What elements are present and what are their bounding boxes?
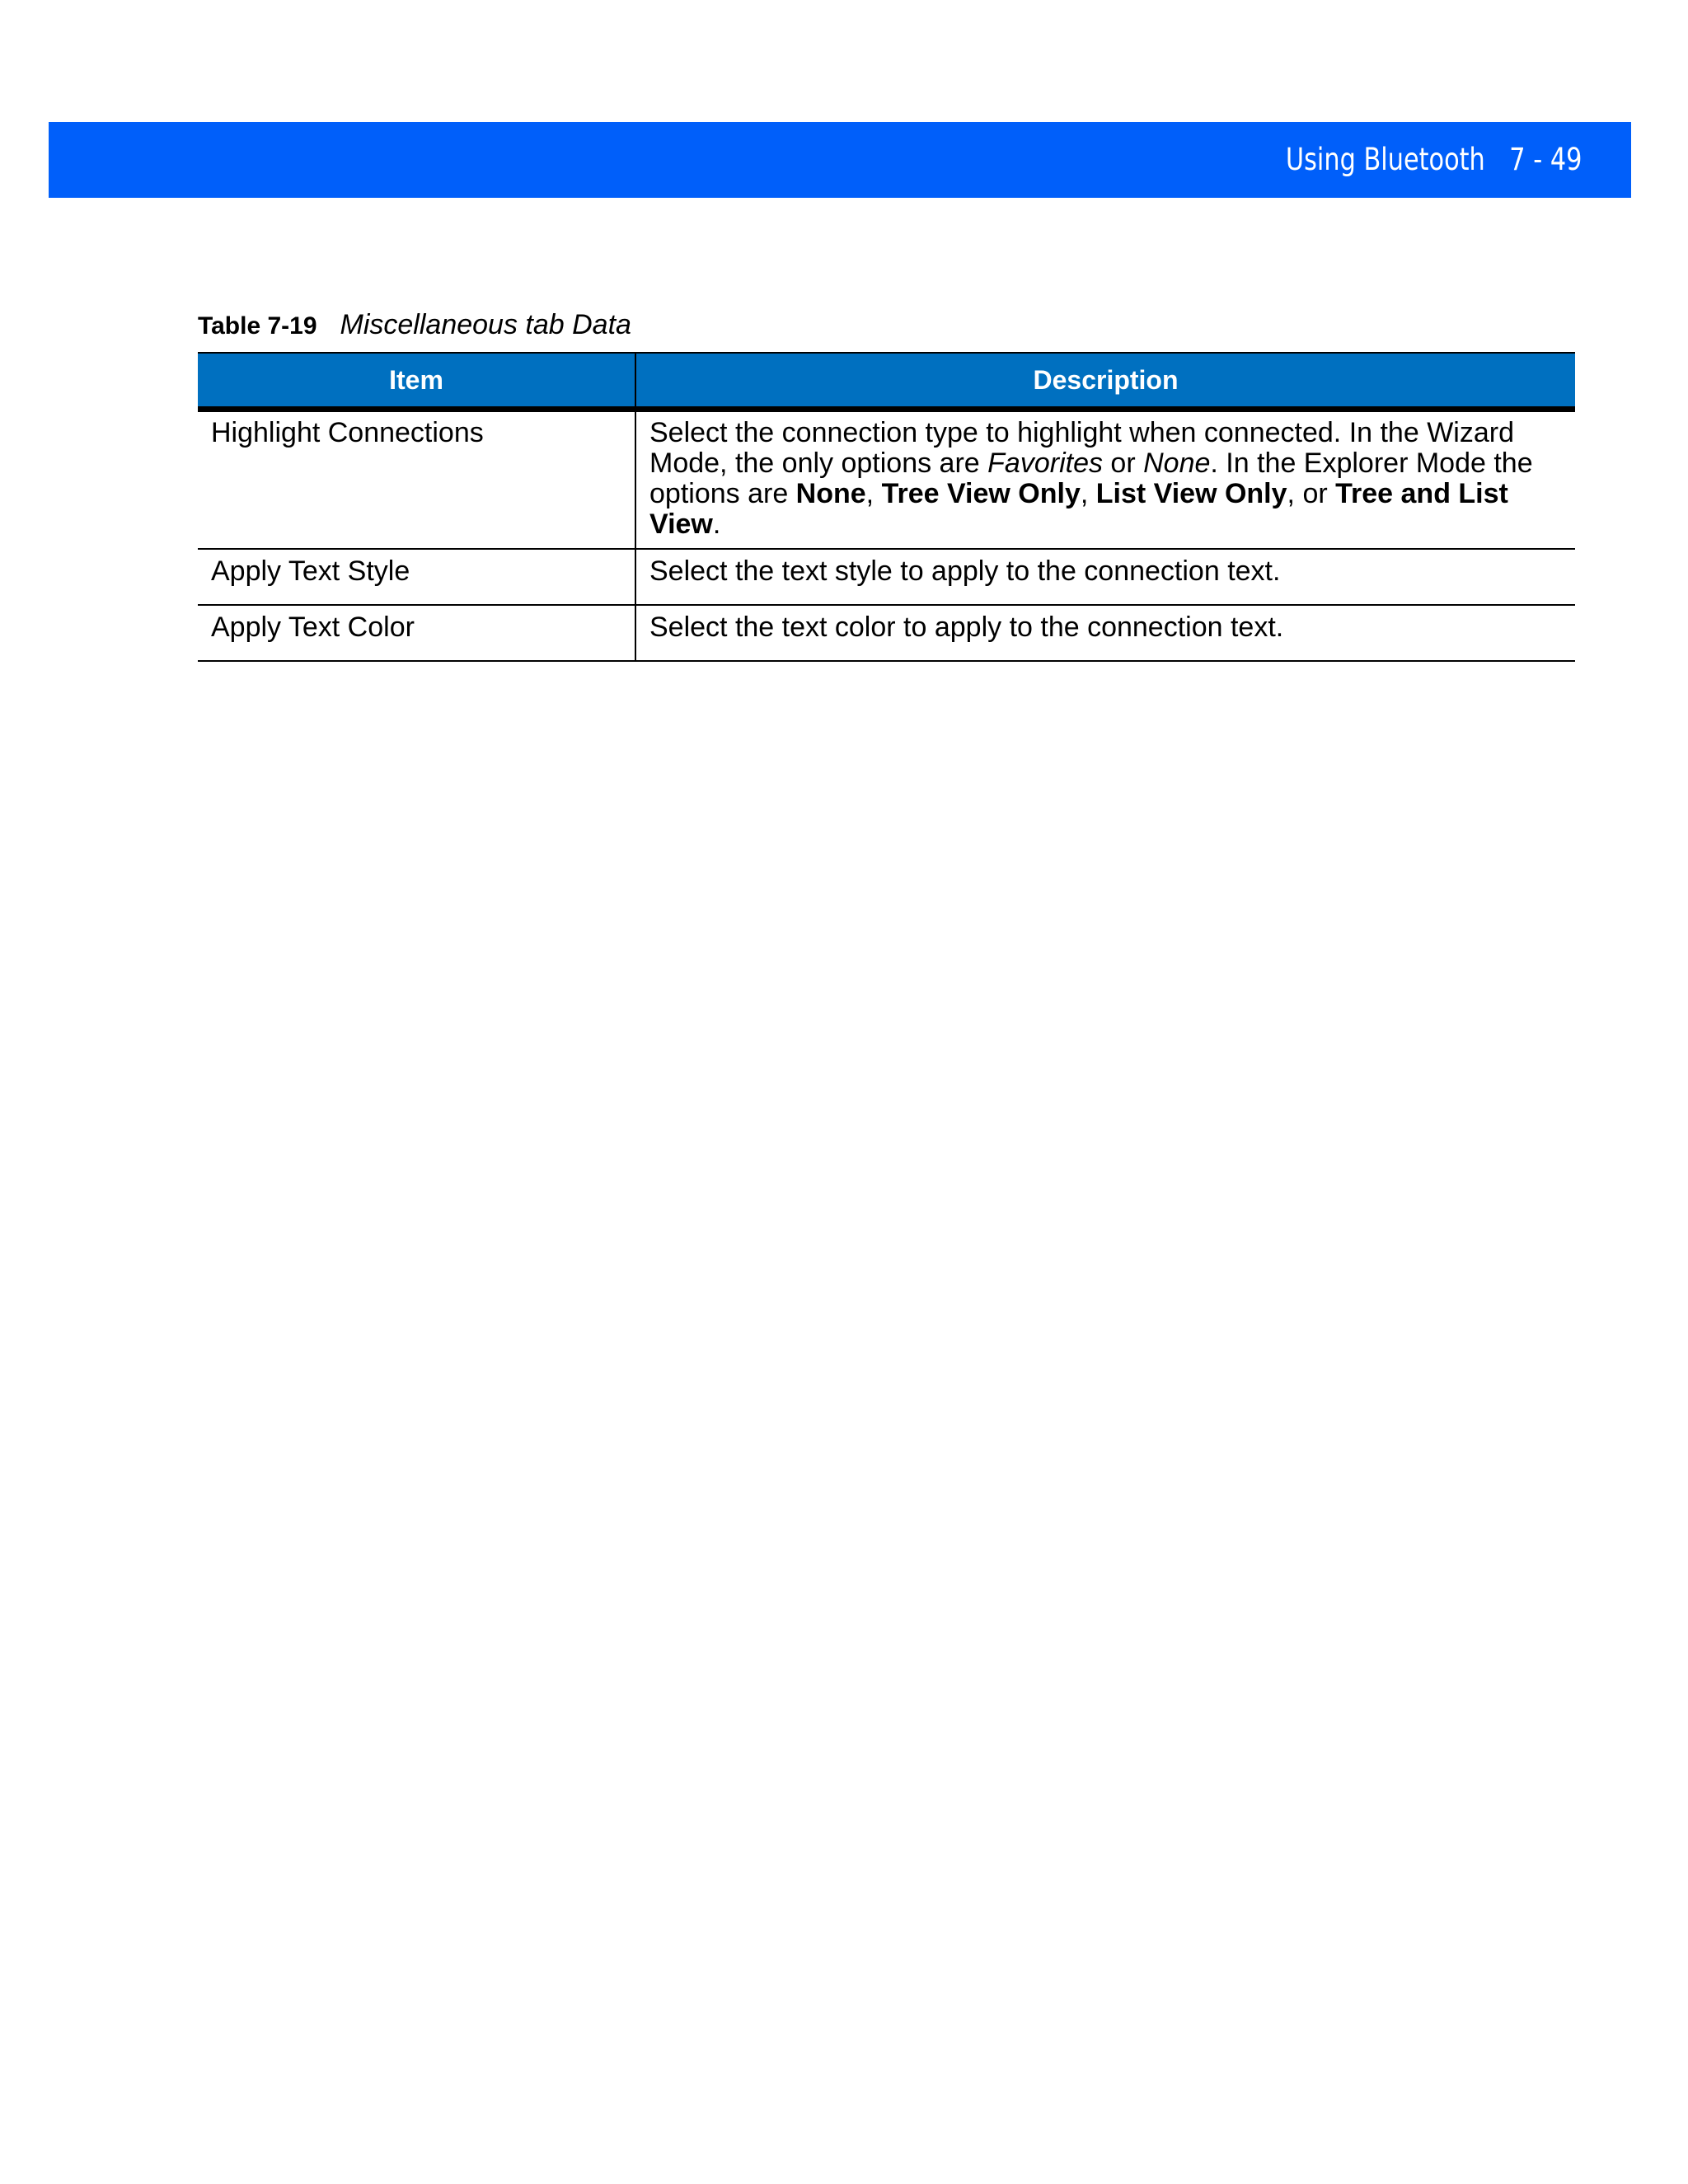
table-caption	[198, 307, 631, 344]
description-text: ,	[865, 478, 882, 509]
misc-tab-data-table	[198, 352, 1575, 662]
description-text: . In the Explorer Mode the options are	[649, 448, 1533, 509]
column-header-item: Item	[198, 353, 635, 410]
description-text: , or	[1287, 478, 1336, 509]
description-cell	[635, 410, 1575, 550]
item-cell: Highlight Connections	[198, 410, 635, 550]
table-caption-number: Table 7-19	[198, 312, 317, 340]
description-text: .	[712, 509, 721, 540]
option-none-italic: None	[1143, 448, 1211, 479]
description-text: ,	[1080, 478, 1096, 509]
description-cell: Select the text color to apply to the connection text.	[635, 605, 1575, 661]
table-row	[198, 410, 1575, 550]
option-tree-and-list-view: Tree and List View	[649, 478, 1508, 540]
description-text: or	[1102, 448, 1144, 479]
table-row	[198, 605, 1575, 661]
item-cell: Apply Text Style	[198, 549, 635, 605]
option-list-view-only: List View Only	[1095, 478, 1287, 509]
chapter-title: Using Bluetooth	[1285, 142, 1485, 177]
option-tree-view-only: Tree View Only	[881, 478, 1081, 509]
table-row	[198, 549, 1575, 605]
running-header	[1285, 138, 1582, 181]
column-header-description: Description	[635, 353, 1575, 410]
table-caption-title: Miscellaneous tab Data	[340, 309, 631, 340]
option-favorites: Favorites	[987, 448, 1103, 479]
table-header-row	[198, 353, 1575, 410]
item-cell: Apply Text Color	[198, 605, 635, 661]
description-text: Select the connection type to highlight when connected. In the Wizard Mode, the only options are	[649, 417, 1514, 479]
page-number: 7 - 49	[1508, 142, 1582, 177]
option-none: None	[795, 478, 866, 509]
description-cell: Select the text style to apply to the connection text.	[635, 549, 1575, 605]
page-header-band	[49, 122, 1631, 198]
